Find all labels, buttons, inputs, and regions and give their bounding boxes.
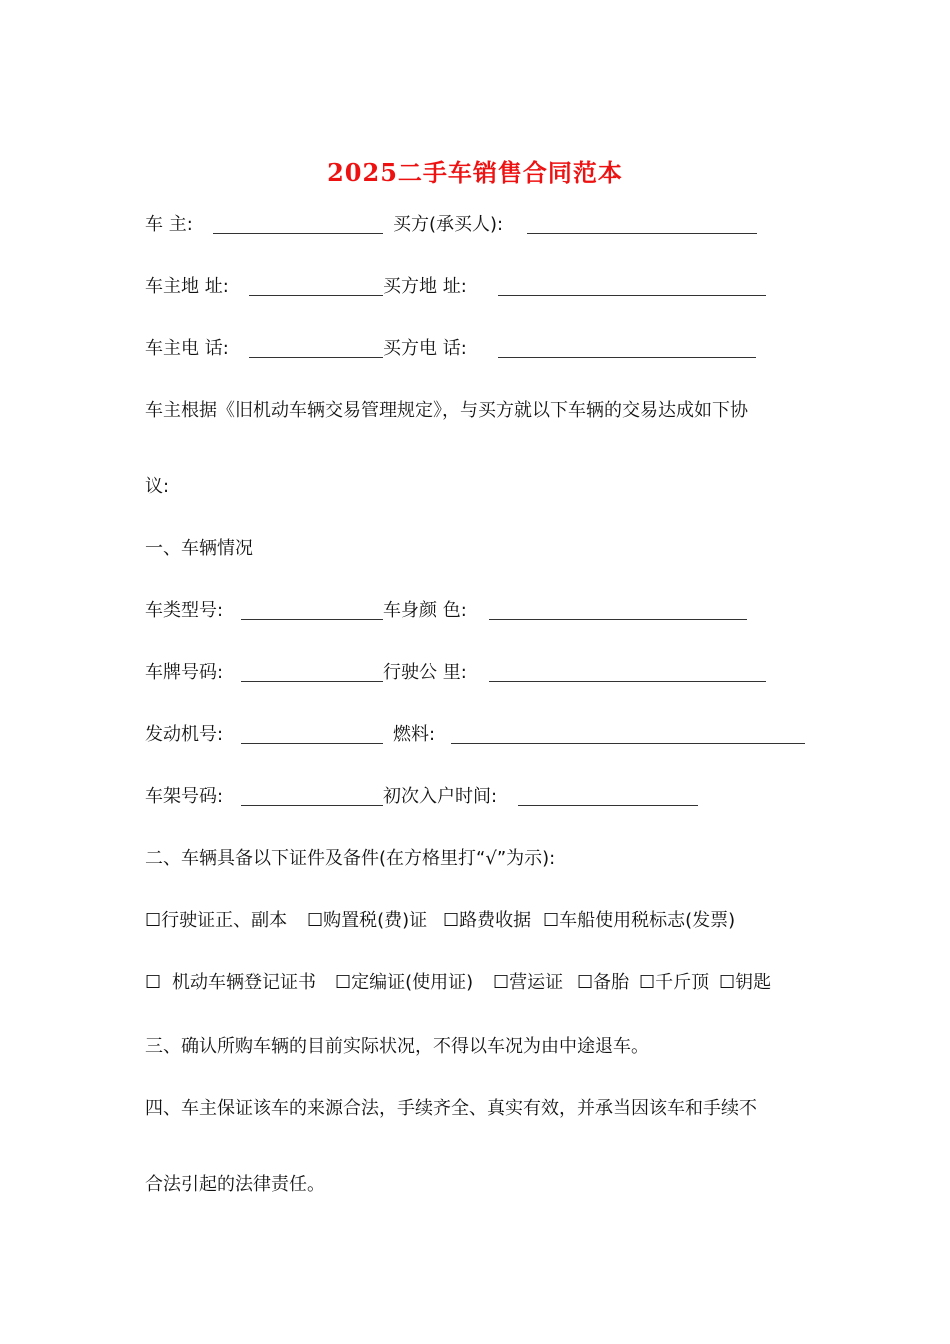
body-color-blank[interactable] bbox=[489, 619, 747, 620]
buyer-blank[interactable] bbox=[527, 233, 757, 234]
section-2-heading: 二、车辆具备以下证件及备件(在方格里打“√”为示): bbox=[145, 848, 556, 869]
first-registration-blank[interactable] bbox=[518, 805, 698, 806]
checkbox-vessel-tax[interactable]: ☐车船使用税标志(发票) bbox=[543, 910, 736, 931]
body-color-label: 车身颜 色: bbox=[383, 600, 467, 621]
checkbox-toll-receipt[interactable]: ☐路费收据 bbox=[443, 910, 532, 931]
section-3: 三、确认所购车辆的目前实际状况，不得以车况为由中途退车。 bbox=[145, 1036, 649, 1057]
plate-label: 车牌号码: bbox=[145, 662, 224, 683]
buyer-address-blank[interactable] bbox=[498, 295, 766, 296]
registration-certificate-label: 机动车辆登记证书 bbox=[172, 972, 316, 993]
owner-phone-label: 车主电 话: bbox=[145, 338, 229, 359]
buyer-phone-label: 买方电 话: bbox=[383, 338, 467, 359]
section-4-line-1: 四、车主保证该车的来源合法，手续齐全、真实有效，并承当因该车和手续不 bbox=[145, 1098, 757, 1119]
checkbox-keys[interactable]: ☐钥匙 bbox=[719, 972, 772, 993]
checkbox-spare-tire[interactable]: ☐备胎 bbox=[577, 972, 630, 993]
checkbox-purchase-tax[interactable]: ☐购置税(费)证 bbox=[307, 910, 428, 931]
intro-line-2: 议: bbox=[145, 476, 170, 497]
frame-label: 车架号码: bbox=[145, 786, 224, 807]
fuel-label: 燃料: bbox=[393, 724, 436, 745]
intro-line-1: 车主根据《旧机动车辆交易管理规定》，与买方就以下车辆的交易达成如下协 bbox=[145, 400, 748, 421]
owner-blank[interactable] bbox=[213, 233, 383, 234]
section-4-line-2: 合法引起的法律责任。 bbox=[145, 1174, 325, 1195]
buyer-label: 买方(承买人): bbox=[393, 214, 504, 235]
owner-label: 车 主: bbox=[145, 214, 193, 235]
section-1-heading: 一、车辆情况 bbox=[145, 538, 253, 559]
checkbox-registration[interactable]: ☐ bbox=[145, 972, 162, 993]
buyer-address-label: 买方地 址: bbox=[383, 276, 467, 297]
owner-address-label: 车主地 址: bbox=[145, 276, 229, 297]
mileage-blank[interactable] bbox=[489, 681, 766, 682]
checkbox-operating-permit[interactable]: ☐营运证 bbox=[493, 972, 564, 993]
buyer-phone-blank[interactable] bbox=[498, 357, 756, 358]
owner-phone-blank[interactable] bbox=[249, 357, 383, 358]
vehicle-type-label: 车类型号: bbox=[145, 600, 224, 621]
mileage-label: 行驶公 里: bbox=[383, 662, 467, 683]
document-title: 2025二手车销售合同范本 bbox=[327, 158, 623, 187]
owner-address-blank[interactable] bbox=[249, 295, 383, 296]
plate-blank[interactable] bbox=[241, 681, 383, 682]
checkbox-jack[interactable]: ☐千斤顶 bbox=[639, 972, 710, 993]
first-registration-label: 初次入户时间: bbox=[383, 786, 498, 807]
checkbox-capacity-cert[interactable]: ☐定编证(使用证) bbox=[335, 972, 474, 993]
checkbox-license[interactable]: ☐行驶证正、副本 bbox=[145, 910, 288, 931]
frame-blank[interactable] bbox=[241, 805, 383, 806]
fuel-blank[interactable] bbox=[451, 743, 805, 744]
vehicle-type-blank[interactable] bbox=[241, 619, 383, 620]
engine-blank[interactable] bbox=[241, 743, 383, 744]
engine-label: 发动机号: bbox=[145, 724, 224, 745]
